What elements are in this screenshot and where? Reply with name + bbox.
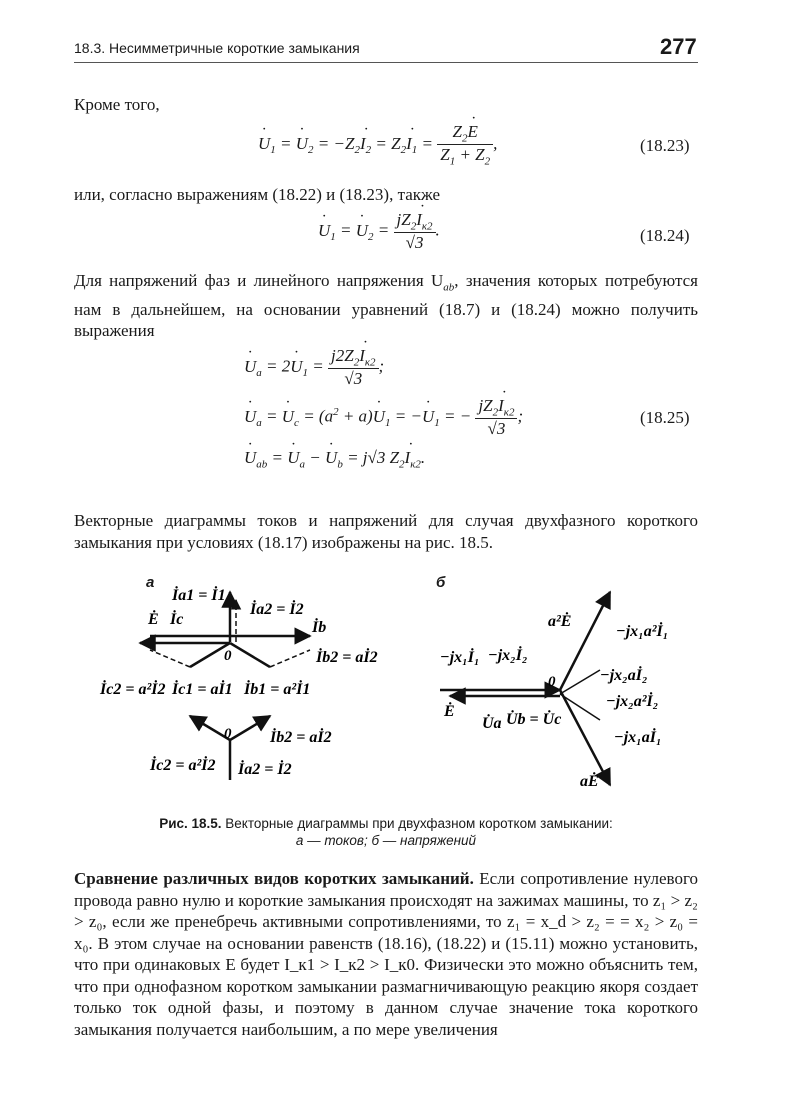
- header-rule: [74, 62, 698, 63]
- running-head: 18.3. Несимметричные короткие замыкания: [74, 40, 360, 56]
- equation-18-25-line3: ˙ $U_{ab}$ = ˙ $U_a$ − ˙ $U_b = j√3$ $Z_2˙$ $I_{к2}$.: [244, 448, 425, 470]
- label-jx2ai2: −jx₂aİ₂: [600, 667, 648, 684]
- paragraph-comparison: [74, 868, 698, 1040]
- vector-ic2: [150, 650, 190, 667]
- equation-number-18-25: (18.25): [640, 408, 690, 427]
- label-e-b: Ė: [444, 703, 455, 720]
- label-ia1: İa1 = İ1: [172, 587, 226, 604]
- paragraph-vector-diagrams: Векторные диаграммы токов и напряжений для случая двухфазного короткого замыкания при условиях (18.17) изображены на рис. 18.5.: [74, 511, 698, 552]
- figure-18-5: [0, 570, 794, 810]
- vector-ae: [560, 690, 610, 785]
- label-jx2i2: −jx₂İ₂: [488, 647, 528, 664]
- p3-start: Для напряжений фаз и линейного напряжения U: [74, 271, 444, 290]
- figure-caption: [74, 815, 698, 849]
- caption-line1: Векторные диаграммы при двухфазном коротком замыкании:: [221, 816, 613, 831]
- label-ia2-lower: İa2 = İ2: [238, 761, 292, 778]
- paragraph-intro: Кроме того,: [74, 95, 160, 114]
- label-jx1ai1: −jx₁aİ₁: [614, 729, 662, 746]
- label-ae: aĖ: [580, 773, 599, 790]
- vector-ib2-lower: [230, 716, 270, 740]
- label-jx1i1: −jx₁İ₁: [440, 649, 480, 666]
- label-ib2-lower: İb2 = aİ2: [270, 729, 332, 746]
- p3-rest: , значения которых потребуются нам в дальнейшем, на основании уравнений (18.7) и (18.24) можно получить выражения: [74, 271, 698, 341]
- label-e: Ė: [148, 611, 159, 628]
- equation-number-18-24: (18.24): [640, 226, 690, 245]
- vector-ib1: [230, 643, 270, 667]
- figure-label-a: а: [146, 574, 155, 591]
- figure-label-b: б: [436, 574, 446, 591]
- label-ib2: İb2 = aİ2: [316, 649, 378, 666]
- label-ic2-lower: İc2 = a²İ2: [150, 757, 216, 774]
- label-a2e: a²Ė: [548, 613, 572, 630]
- diagram-b-voltages: [440, 592, 610, 785]
- label-ib1: İb1 = a²İ1: [244, 681, 311, 698]
- label-ic1: İc1 = aİ1: [172, 681, 233, 698]
- label-ic: İc: [170, 611, 184, 628]
- equation-18-25-line2: ˙ $U_a$ = ˙ $U_c = (a^2$ + a)˙ $U_1$ = −˙ $U_1$ = − $\frac{jZ_2˙ I_{к2}}{√3}$ ;: [244, 396, 523, 439]
- label-ub-uc: U̇b = U̇c: [506, 711, 562, 728]
- label-jx1a2i1: −jx₁a²İ₁: [616, 623, 669, 640]
- label-ua: U̇a: [482, 715, 502, 732]
- caption-label: Рис. 18.5.: [159, 816, 222, 831]
- vector-ib2: [270, 650, 310, 667]
- p3-sub: ab: [443, 281, 455, 294]
- label-zero-a: 0: [224, 648, 232, 664]
- caption-line2: а — токов; б — напряжений: [295, 833, 477, 848]
- equation-18-23: ˙ $U_1$ = ˙ $U_2$ = $-Z_2˙$ $I_2$ = $Z_2˙$ $I_1$ = $\frac{Z_2˙ E}{Z_1 + Z_2}$ ,: [258, 122, 497, 168]
- label-zero-a-lower: 0: [224, 726, 232, 742]
- paragraph-or: или, согласно выражениям (18.22) и (18.23), также: [74, 185, 441, 204]
- p5-body: Если сопротивление нулевого провода равно нулю и короткие замыкания происходят на зажимах машины, то z₁ > z₂ > z₀, если же пренебречь активными сопротивлениями, то z₁ = x_d > z₂ = = x₂ > z₀ = x₀. В этом случае на основании равенств (18.16), (18.22) и (15.11) можно установить, что при одинаковых E будет I_к1 > I_к2 > I_к0. Физически это можно объяснить тем, что при однофазном коротком замыкании размагничивающую реакцию якоря создает только ток одной фазы, и поэтому в данном случае значение тока короткого замыкания получается наибольшим, а по мере увеличения: [74, 869, 698, 1039]
- label-zero-b: 0: [548, 674, 556, 690]
- label-ia2: İa2 = İ2: [250, 601, 304, 618]
- label-jx2a2i2: −jx₂a²İ₂: [606, 693, 659, 710]
- equation-18-24: ˙ $U_1$ = ˙ $U_2$ = $\frac{jZ_2˙ I_{к2}}{√3}$ .: [318, 210, 440, 253]
- equation-18-25-line1: ˙ $U_a$ = 2˙ $U_1$ = $\frac{j2Z_2˙ I_{к2}}{√3}$ ;: [244, 346, 384, 389]
- paragraph-phase-voltages: [74, 270, 698, 342]
- equation-number-18-23: (18.23): [640, 136, 690, 155]
- label-ib: İb: [312, 619, 327, 636]
- label-ic2: İc2 = a²İ2: [100, 681, 166, 698]
- vector-jx2ai2: [560, 670, 600, 694]
- vector-jx2a2i2: [560, 694, 600, 720]
- page-number: 277: [660, 34, 697, 59]
- p5-heading: Сравнение различных видов коротких замыканий.: [74, 869, 474, 888]
